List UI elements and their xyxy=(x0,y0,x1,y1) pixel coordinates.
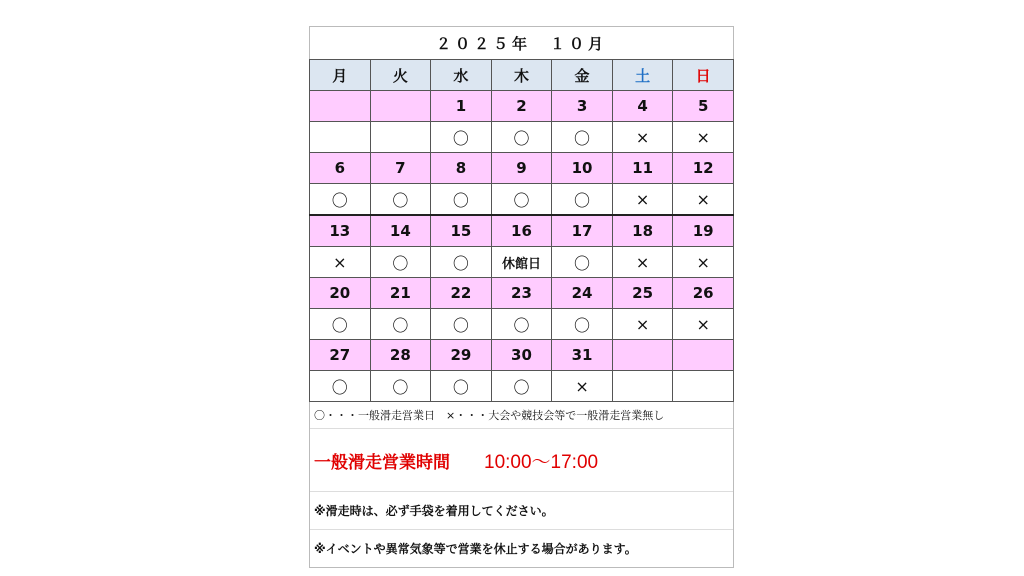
date-cell: 22 xyxy=(431,278,492,309)
date-row xyxy=(310,215,734,247)
date-cell: 4 xyxy=(612,91,673,122)
date-row xyxy=(310,278,734,309)
business-hours xyxy=(310,429,733,492)
date-cell: 15 xyxy=(431,215,492,247)
status-cell: 〇 xyxy=(310,371,371,402)
weekday-sun: 日 xyxy=(673,60,734,91)
date-cell: 29 xyxy=(431,340,492,371)
date-cell: 26 xyxy=(673,278,734,309)
status-cell: 〇 xyxy=(370,309,431,340)
status-cell: 〇 xyxy=(491,184,552,216)
calendar-table xyxy=(309,59,734,402)
date-cell: 25 xyxy=(612,278,673,309)
date-cell: 19 xyxy=(673,215,734,247)
status-row xyxy=(310,184,734,216)
hours-label: 一般滑走営業時間 xyxy=(314,452,450,473)
date-cell: 1 xyxy=(431,91,492,122)
status-cell: × xyxy=(552,371,613,402)
status-cell: 〇 xyxy=(552,122,613,153)
status-cell: × xyxy=(612,122,673,153)
date-cell: 12 xyxy=(673,153,734,184)
date-row xyxy=(310,153,734,184)
weekday-wed: 水 xyxy=(431,60,492,91)
status-cell: × xyxy=(673,122,734,153)
status-cell: × xyxy=(310,247,371,278)
status-cell: 〇 xyxy=(431,122,492,153)
status-cell xyxy=(612,371,673,402)
status-cell: 〇 xyxy=(491,371,552,402)
date-cell: 3 xyxy=(552,91,613,122)
status-cell: × xyxy=(612,309,673,340)
calendar-title: ２０２５年 １０月 xyxy=(309,26,734,59)
date-cell: 20 xyxy=(310,278,371,309)
date-cell: 23 xyxy=(491,278,552,309)
status-row xyxy=(310,309,734,340)
weekday-tue: 火 xyxy=(370,60,431,91)
status-cell: × xyxy=(612,247,673,278)
status-cell: 〇 xyxy=(370,371,431,402)
date-cell: 8 xyxy=(431,153,492,184)
status-cell: 〇 xyxy=(431,371,492,402)
date-cell: 30 xyxy=(491,340,552,371)
status-cell: 〇 xyxy=(552,247,613,278)
status-cell: 〇 xyxy=(431,309,492,340)
date-cell: 14 xyxy=(370,215,431,247)
status-row xyxy=(310,247,734,278)
date-cell xyxy=(310,91,371,122)
status-cell: × xyxy=(673,184,734,216)
weekday-thu: 木 xyxy=(491,60,552,91)
weekday-mon: 月 xyxy=(310,60,371,91)
status-cell: × xyxy=(612,184,673,216)
date-cell: 16 xyxy=(491,215,552,247)
status-cell: 〇 xyxy=(370,184,431,216)
status-cell: 〇 xyxy=(370,247,431,278)
status-cell: 〇 xyxy=(552,309,613,340)
weekday-sat: 土 xyxy=(612,60,673,91)
status-cell: 〇 xyxy=(491,309,552,340)
weekday-header-row xyxy=(310,60,734,91)
date-cell: 24 xyxy=(552,278,613,309)
calendar-sheet xyxy=(309,26,734,568)
weekday-fri: 金 xyxy=(552,60,613,91)
status-cell: × xyxy=(673,309,734,340)
status-cell: 〇 xyxy=(310,184,371,216)
date-cell xyxy=(612,340,673,371)
note-gloves: ※滑走時は、必ず手袋を着用してください。 xyxy=(310,492,733,530)
date-cell: 7 xyxy=(370,153,431,184)
date-cell: 27 xyxy=(310,340,371,371)
date-cell xyxy=(370,91,431,122)
status-cell: 〇 xyxy=(431,247,492,278)
date-cell: 9 xyxy=(491,153,552,184)
date-cell: 6 xyxy=(310,153,371,184)
date-cell: 17 xyxy=(552,215,613,247)
status-row xyxy=(310,122,734,153)
date-cell: 11 xyxy=(612,153,673,184)
date-cell xyxy=(673,340,734,371)
status-cell: 〇 xyxy=(491,122,552,153)
note-closure: ※イベントや異常気象等で営業を休止する場合があります。 xyxy=(314,542,637,556)
date-cell: 13 xyxy=(310,215,371,247)
closed-day-cell: 休館日 xyxy=(491,247,552,278)
date-cell: 2 xyxy=(491,91,552,122)
status-cell: 〇 xyxy=(310,309,371,340)
date-cell: 5 xyxy=(673,91,734,122)
date-cell: 28 xyxy=(370,340,431,371)
status-row xyxy=(310,371,734,402)
status-cell xyxy=(310,122,371,153)
status-cell xyxy=(673,371,734,402)
legend-text: 〇・・・一般滑走営業日 ×・・・大会や競技会等で一般滑走営業無し xyxy=(310,402,733,429)
date-cell: 18 xyxy=(612,215,673,247)
status-cell: 〇 xyxy=(431,184,492,216)
date-row xyxy=(310,340,734,371)
info-panel xyxy=(309,402,734,568)
status-cell xyxy=(370,122,431,153)
date-cell: 31 xyxy=(552,340,613,371)
date-cell: 10 xyxy=(552,153,613,184)
status-cell: 〇 xyxy=(552,184,613,216)
status-cell: × xyxy=(673,247,734,278)
hours-time: 10:00～17:00 xyxy=(484,451,599,473)
date-row xyxy=(310,91,734,122)
date-cell: 21 xyxy=(370,278,431,309)
